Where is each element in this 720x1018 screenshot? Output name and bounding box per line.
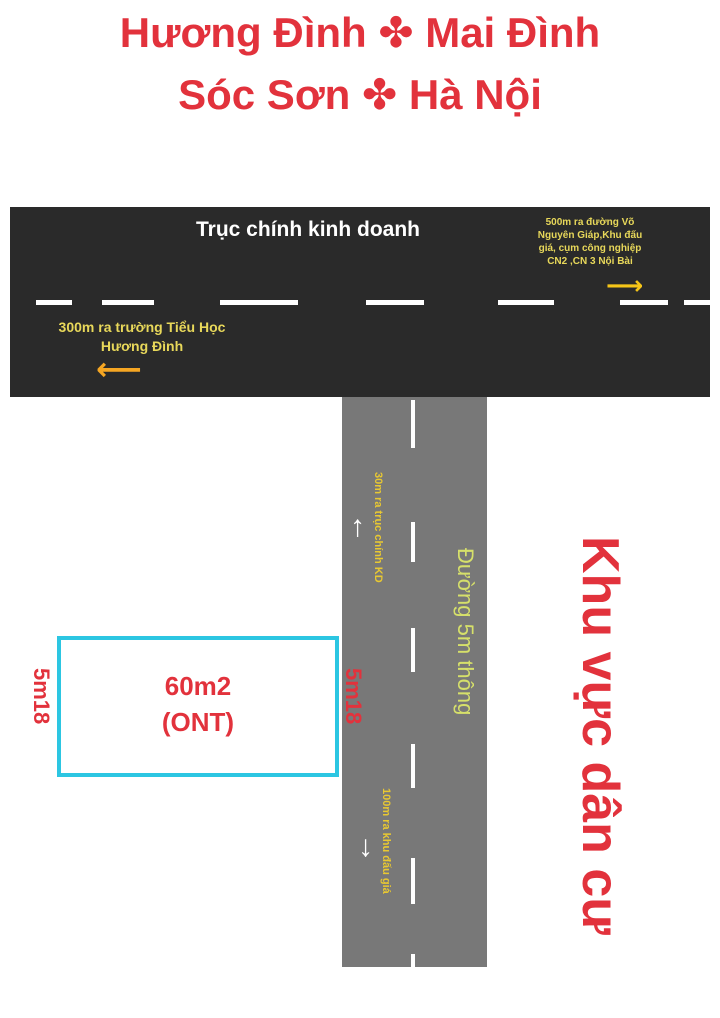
lane-dash (366, 300, 424, 305)
lane-dash (411, 522, 415, 562)
title-line-1: Hương Đình ✤ Mai Đình (119, 9, 601, 56)
lot-width-left: 5m18 (29, 668, 54, 725)
note-down: 100m ra khu đấu giá (380, 788, 392, 894)
lane-dash (411, 400, 415, 448)
main-road-name: Trục chính kinh doanh (196, 218, 421, 241)
lane-dash (411, 858, 415, 904)
title-line-2: Sóc Sơn ✤ Hà Nội (178, 71, 542, 118)
arrow-down-icon: ↓ (358, 830, 373, 863)
arrow-left-icon: ⟵ (96, 351, 142, 387)
lane-dash (411, 744, 415, 788)
lane-dash (220, 300, 298, 305)
note-left: 300m ra trường Tiểu Học Hương Đình (58, 319, 226, 354)
lane-dash (411, 954, 415, 967)
residential-area-label: Khu vực dân cư (571, 536, 629, 935)
note-up: 30m ra trục chính KD (372, 472, 384, 583)
lot-label (57, 668, 339, 740)
arrow-right-icon: ⟶ (606, 270, 644, 300)
side-road-name: Đường 5m thông (453, 548, 478, 716)
lane-dash (498, 300, 554, 305)
lot-width-right: 5m18 (341, 668, 366, 725)
arrow-up-icon: ↑ (350, 510, 365, 543)
lane-dash (411, 628, 415, 672)
lot-type: (ONT) (161, 707, 235, 737)
lane-dash (36, 300, 72, 305)
lane-dash (684, 300, 710, 305)
lot-area: 60m2 (164, 671, 232, 701)
note-right: 500m ra đường Võ Nguyên Giáp,Khu đấu giá, cụm công nghiệp CN2 ,CN 3 Nội Bài (537, 217, 643, 267)
lane-dash (102, 300, 154, 305)
